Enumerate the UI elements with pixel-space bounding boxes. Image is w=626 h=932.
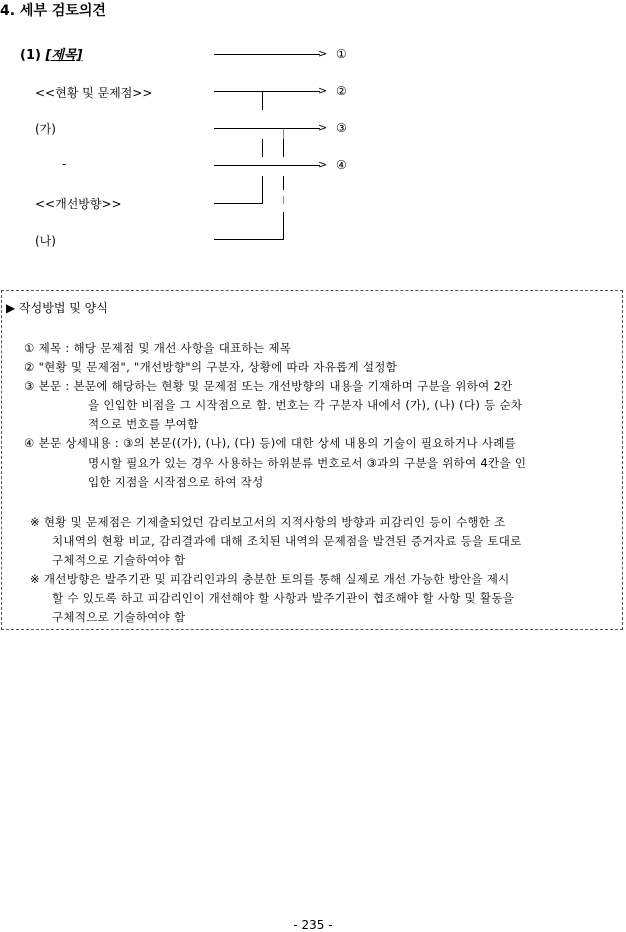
guide-note-2-line-3: 구체적으로 기술하여야 함 xyxy=(52,610,186,624)
guide-note-2-line-2: 할 수 있도록 하고 피감리인이 개선해야 할 사항과 발주기관이 협조해야 할 사항 및 활동을 xyxy=(52,591,515,605)
item-title xyxy=(20,44,82,63)
section-title: 4. 세부 검토의견 xyxy=(0,3,106,19)
marker-3: ③ xyxy=(336,121,347,135)
item-title-label: [제목] xyxy=(45,48,83,63)
bracket-vline-f xyxy=(283,176,284,190)
marker-1: ① xyxy=(336,47,347,61)
guide-heading: ▶ 작성방법 및 양식 xyxy=(6,301,108,315)
item-title-number: (1) xyxy=(20,48,41,63)
guide-item-3-line-1: ③ 본문 : 본문에 해당하는 현황 및 문제점 또는 개선방향의 내용을 기재하며 구분을 위하여 2칸 xyxy=(24,379,513,393)
connector-line-2 xyxy=(214,91,320,92)
bracket-vline-d xyxy=(283,129,284,139)
bracket-vline-a xyxy=(262,92,263,110)
connector-line-4 xyxy=(214,165,320,166)
guide-item-3-line-2: 을 인입한 비점을 그 시작점으로 함. 번호는 각 구분자 내에서 (가), (나) (다) 등 순차 xyxy=(88,398,523,412)
guide-item-4-line-2: 명시할 필요가 있는 경우 사용하는 하위분류 번호로서 ③과의 구분을 위하여 4칸을 인 xyxy=(88,456,527,470)
arrow-head-1: > xyxy=(318,47,328,60)
bracket-vline-h xyxy=(283,212,284,240)
guide-item-2: ② "현황 및 문제점", "개선방향"의 구분자, 상황에 따라 자유롭게 설정함 xyxy=(24,360,398,374)
marker-4: ④ xyxy=(336,158,347,172)
bracket-hline-na xyxy=(214,239,284,240)
label-na: (나) xyxy=(35,234,56,248)
guide-item-1: ① 제목 : 해당 문제점 및 개선 사항을 대표하는 제목 xyxy=(24,341,292,355)
guide-item-4-line-1: ④ 본문 상세내용 : ③의 본문((가), (나), (다) 등)에 대한 상세 내용의 기술이 필요하거나 사례를 xyxy=(24,436,517,450)
connector-line-1 xyxy=(214,54,320,55)
label-status-problem: <<현황 및 문제점>> xyxy=(35,86,153,100)
connector-line-3 xyxy=(214,128,320,129)
page-number: - 235 - xyxy=(293,918,333,932)
label-improvement: <<개선방향>> xyxy=(35,197,122,211)
guide-note-1-line-1: ※ 현황 및 문제점은 기제출되었던 감리보고서의 지적사항의 방향과 피감리인 등이 수행한 조 xyxy=(30,515,506,529)
bracket-vline-e xyxy=(283,139,284,157)
guide-item-3-line-3: 적으로 번호를 부여함 xyxy=(88,417,199,431)
label-ga: (가) xyxy=(35,122,56,136)
guide-note-2-line-1: ※ 개선방향은 발주기관 및 피감리인과의 충분한 토의를 통해 실제로 개선 가능한 방안을 제시 xyxy=(30,572,510,586)
guide-note-1-line-3: 구체적으로 기술하여야 함 xyxy=(52,553,186,567)
guide-item-4-line-3: 입한 지점을 시작점으로 하여 작성 xyxy=(88,475,264,489)
bracket-vline-b xyxy=(262,139,263,157)
arrow-head-4: > xyxy=(318,158,328,171)
arrow-head-3: > xyxy=(318,121,328,134)
guide-note-1-line-2: 치내역의 현황 비교, 감리결과에 대해 조치된 내역의 문제점을 발견된 증거자료 등을 토대로 xyxy=(52,534,522,548)
bracket-vline-c xyxy=(262,176,263,203)
arrow-head-2: > xyxy=(318,84,328,97)
bracket-hline-improve xyxy=(214,203,263,204)
label-dash: - xyxy=(62,157,67,171)
marker-2: ② xyxy=(336,84,347,98)
bracket-vline-g xyxy=(283,196,284,204)
